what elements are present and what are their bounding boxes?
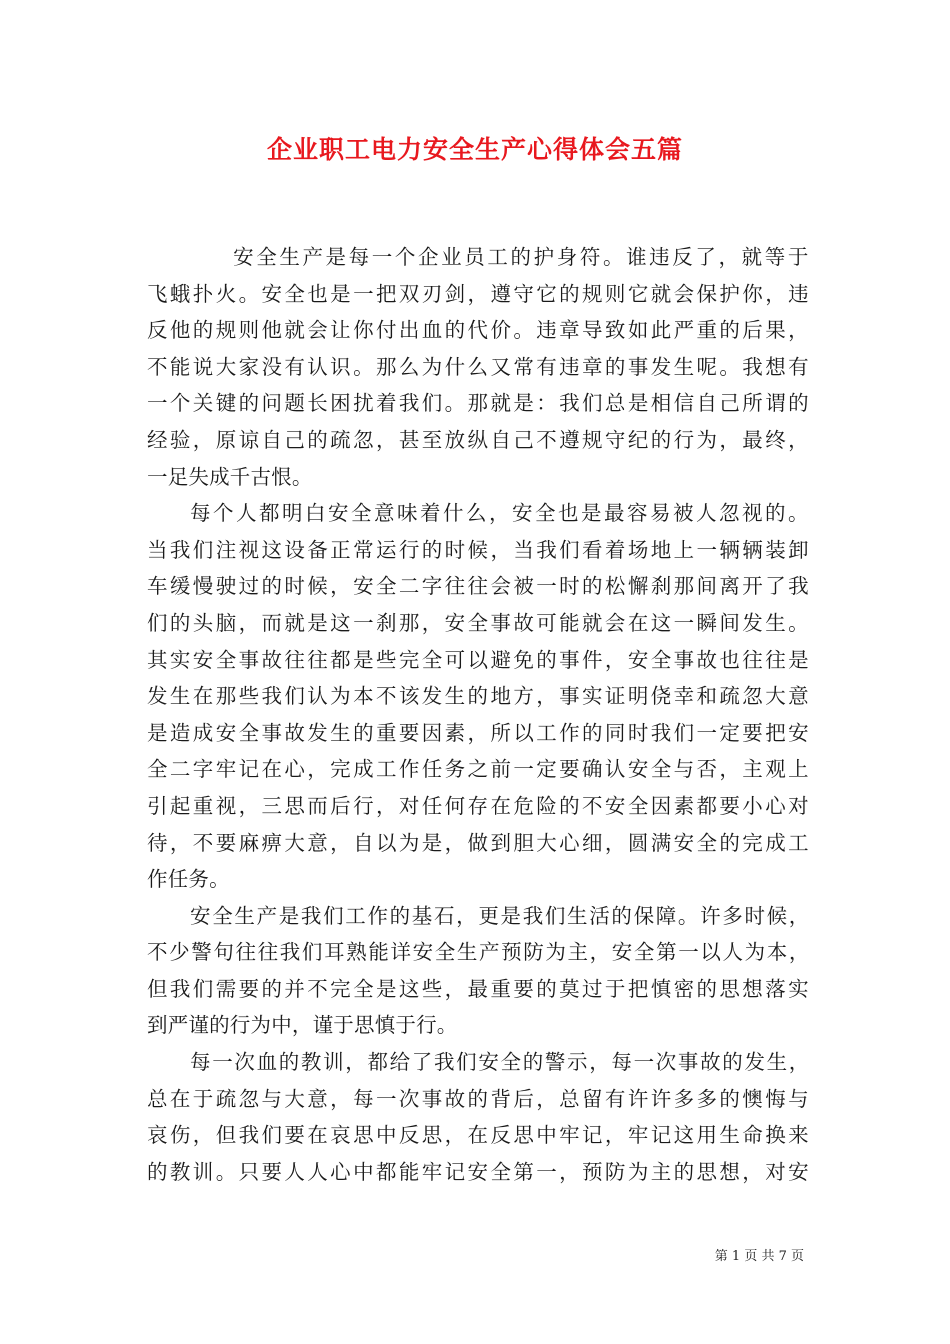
text-line: 一个关键的问题长困扰着我们。那就是：我们总是相信自己所谓的 <box>147 391 811 416</box>
text-line: 们的头脑，而就是这一刹那，安全事故可能就会在这一瞬间发生。 <box>147 610 811 635</box>
text-line: 不少警句往往我们耳熟能详安全生产预防为主，安全第一以人为本， <box>147 940 811 965</box>
text-line: 不能说大家没有认识。那么为什么又常有违章的事发生呢。我想有 <box>147 354 811 379</box>
text-line: 的教训。只要人人心中都能牢记安全第一，预防为主的思想，对安 <box>147 1159 811 1184</box>
text-line: 每一次血的教训，都给了我们安全的警示，每一次事故的发生， <box>190 1050 811 1075</box>
text-line: 反他的规则他就会让你付出血的代价。违章导致如此严重的后果， <box>147 318 811 343</box>
document-body <box>147 239 811 1190</box>
text-line: 飞蛾扑火。安全也是一把双刃剑，遵守它的规则它就会保护你，违 <box>147 281 811 306</box>
page-number: 第 1 页 共 7 页 <box>714 1249 804 1264</box>
text-line: 哀伤，但我们要在哀思中反思，在反思中牢记，牢记这用生命换来 <box>147 1123 811 1148</box>
text-line: 作任务。 <box>147 867 230 892</box>
document-title: 企业职工电力安全生产心得体会五篇 <box>266 135 683 164</box>
text-line: 但我们需要的并不完全是这些，最重要的莫过于把慎密的思想落实 <box>147 976 811 1001</box>
text-line: 一足失成千古恨。 <box>147 464 313 489</box>
text-line: 待，不要麻痹大意，自以为是，做到胆大心细，圆满安全的完成工 <box>147 830 811 855</box>
text-line: 其实安全事故往往都是些完全可以避免的事件，安全事故也往往是 <box>147 647 811 672</box>
text-line: 每个人都明白安全意味着什么，安全也是最容易被人忽视的。 <box>190 501 811 526</box>
text-line: 车缓慢驶过的时候，安全二字往往会被一时的松懈刹那间离开了我 <box>147 574 811 599</box>
text-line: 经验，原谅自己的疏忽，甚至放纵自己不遵规守纪的行为，最终， <box>147 427 811 452</box>
text-line: 到严谨的行为中，谨于思慎于行。 <box>147 1013 458 1038</box>
text-line: 是造成安全事故发生的重要因素，所以工作的同时我们一定要把安 <box>147 720 811 745</box>
text-line: 发生在那些我们认为本不该发生的地方，事实证明侥幸和疏忽大意 <box>147 684 811 709</box>
text-line: 全二字牢记在心，完成工作任务之前一定要确认安全与否，主观上 <box>147 757 811 782</box>
text-line: 总在于疏忽与大意，每一次事故的背后，总留有许许多多的懊悔与 <box>147 1086 811 1111</box>
text-line: 安全生产是每一个企业员工的护身符。谁违反了，就等于 <box>233 245 811 269</box>
text-line: 安全生产是我们工作的基石，更是我们生活的保障。许多时候， <box>190 903 811 928</box>
text-line: 引起重视，三思而后行，对任何存在危险的不安全因素都要小心对 <box>147 793 811 818</box>
text-line: 当我们注视这设备正常运行的时候，当我们看着场地上一辆辆装卸 <box>147 537 811 562</box>
